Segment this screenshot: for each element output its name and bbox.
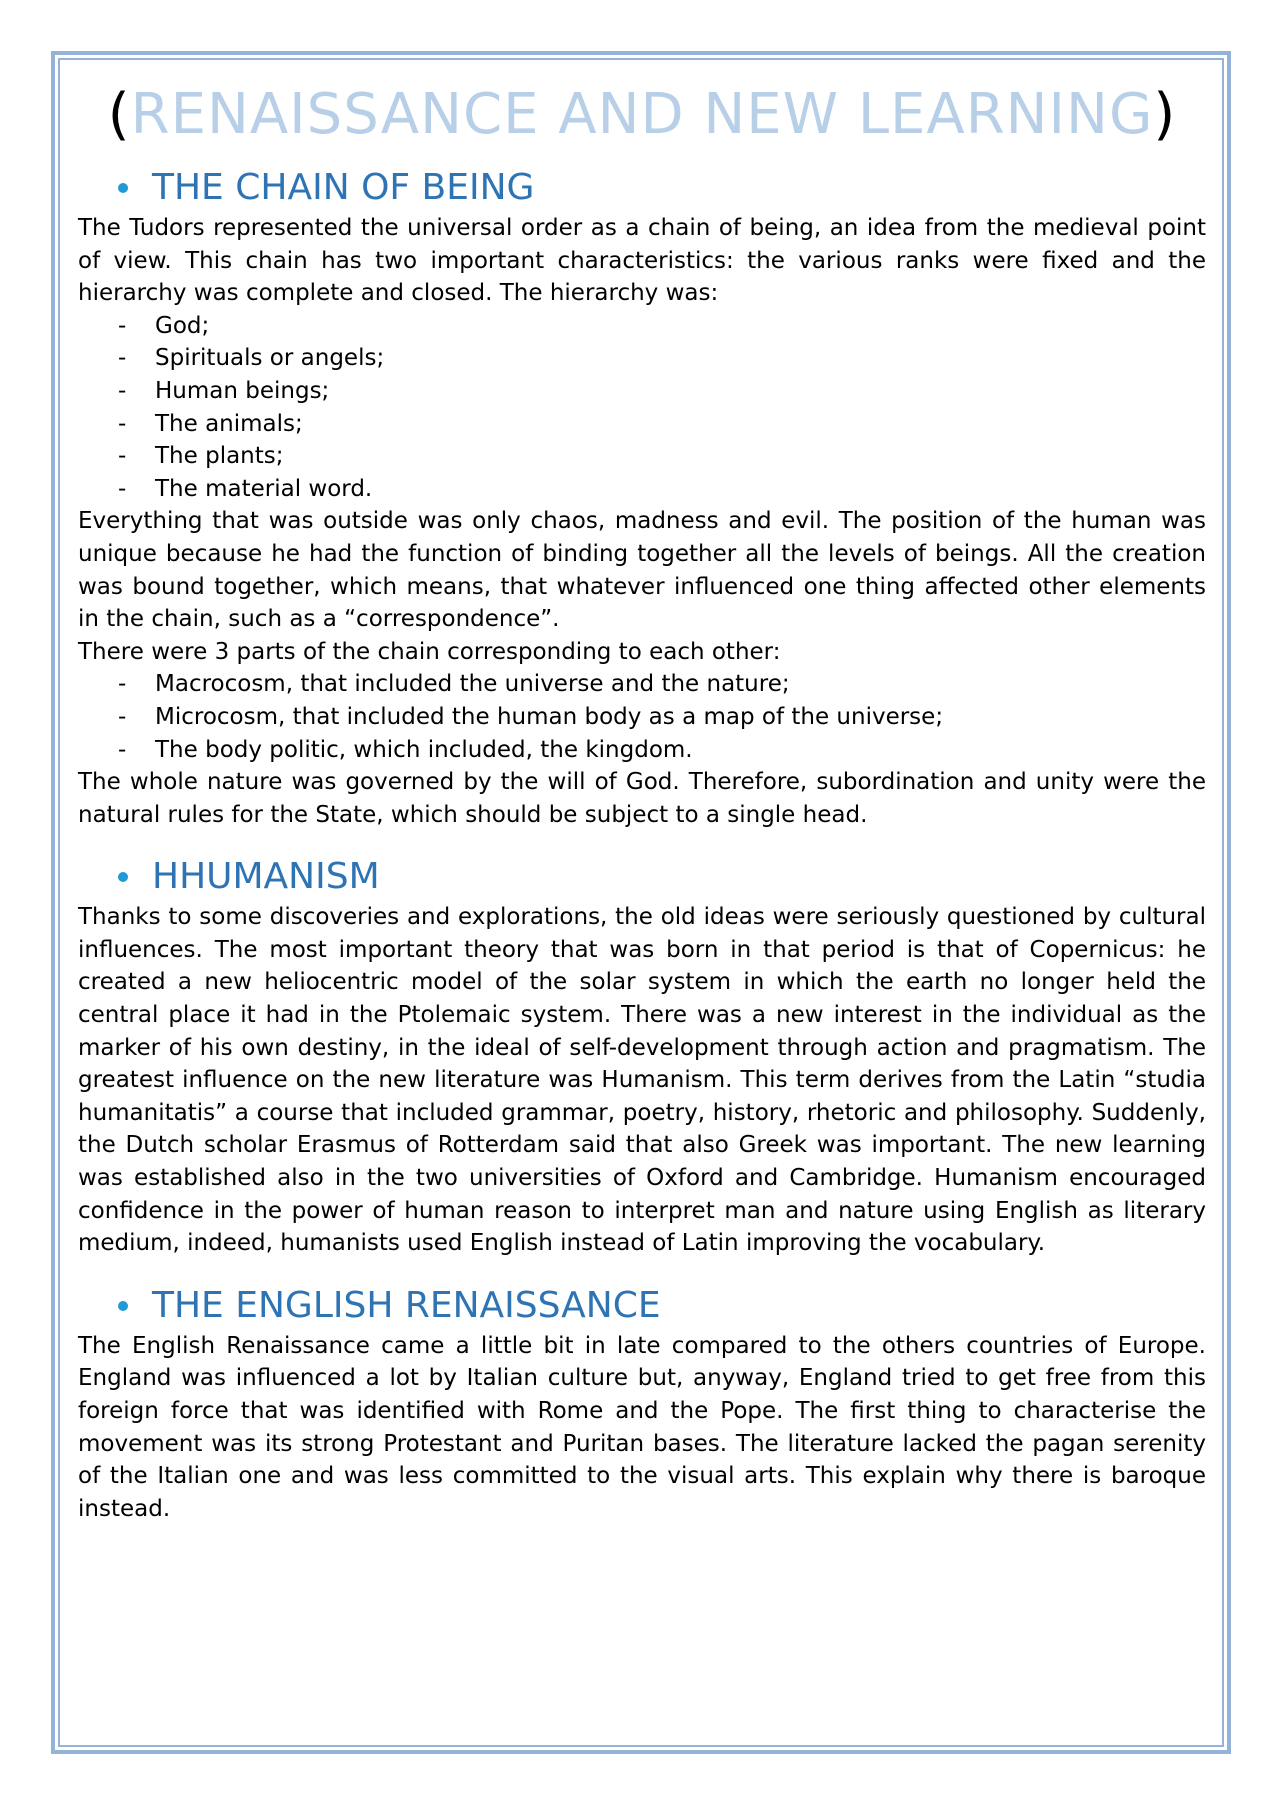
paragraph: The whole nature was governed by the will of God. Therefore, subordination and unity were the natural rules for the State, which should be subject to a single head. — [78, 769, 1206, 828]
paragraph: The Tudors represented the universal order as a chain of being, an idea from the medieval point of view. This chain has two important characteristics: the various ranks were fixed and the hierarchy was complete and closed. The hierarchy was: — [78, 215, 1206, 307]
list-item: - The body politic, which included, the kingdom. — [78, 734, 1206, 767]
section-english-renaissance — [78, 1282, 1206, 1526]
bullet-icon — [118, 872, 128, 882]
section-humanism — [78, 853, 1206, 1260]
bullet-icon — [118, 1301, 128, 1311]
dash-icon: - — [118, 410, 127, 437]
dash-icon: - — [118, 703, 127, 730]
document-body — [78, 70, 1206, 1525]
list-item: - Microcosm, that included the human body as a map of the universe; — [78, 701, 1206, 734]
dash-icon: - — [118, 312, 127, 339]
list-item: - God; — [78, 310, 1206, 343]
list-item: - Macrocosm, that included the universe and the nature; — [78, 668, 1206, 701]
paragraph: There were 3 parts of the chain corresponding to each other: — [78, 638, 781, 665]
paragraph: Thanks to some discoveries and explorations, the old ideas were seriously questioned by cultural influences. The most important theory that was born in that period is that of Copernicus: he created a new heliocentric model of the solar system in which the earth no longer held the central place it had in the Ptolemaic system. There was a new interest in the individual as the marker of his own destiny, in the ideal of self-development through action and pragmatism. The greatest influence on the new literature was Humanism. This term derives from the Latin “studia humanitatis” a course that included grammar, poetry, history, rhetoric and philosophy. Suddenly, the Dutch scholar Erasmus of Rotterdam said that also Greek was important. The new learning was established also in the two universities of Oxford and Cambridge. Humanism encouraged confidence in the power of human reason to interpret man and nature using English as literary medium, indeed, humanists used English instead of Latin improving the vocabulary. — [78, 904, 1206, 1257]
dash-icon: - — [118, 345, 127, 372]
paragraph: The English Renaissance came a little bit in late compared to the others countries of Europe. England was influenced a lot by Italian culture but, anyway, England tried to get free from this foreign force that was identified with Rome and the Pope. The first thing to characterise the movement was its strong Protestant and Puritan bases. The literature lacked the pagan serenity of the Italian one and was less committed to the visual arts. This explain why there is baroque instead. — [78, 1332, 1206, 1522]
dash-icon: - — [118, 475, 127, 502]
parts-list — [78, 668, 1206, 766]
title-text: RENAISSANCE AND NEW LEARNING — [130, 82, 1154, 147]
list-item: - Spirituals or angels; — [78, 342, 1206, 375]
list-item: - The plants; — [78, 440, 1206, 473]
heading-text: HHUMANISM — [152, 856, 380, 898]
bullet-icon — [118, 183, 128, 193]
title-close-paren: ) — [1153, 82, 1177, 147]
heading-text: THE ENGLISH RENAISSANCE — [152, 1284, 661, 1326]
section-heading — [78, 164, 1206, 212]
dash-icon: - — [118, 736, 127, 763]
list-item: - The material word. — [78, 473, 1206, 506]
list-item: - Human beings; — [78, 375, 1206, 408]
dash-icon: - — [118, 443, 127, 470]
dash-icon: - — [118, 671, 127, 698]
list-item: - The animals; — [78, 408, 1206, 441]
section-chain-of-being — [78, 164, 1206, 831]
paragraph: Everything that was outside was only chaos, madness and evil. The position of the human was unique because he had the function of binding together all the levels of beings. All the creation was bound together, which means, that whatever influenced one thing affected other elements in the chain, such as a “correspondence”. — [78, 508, 1206, 633]
heading-text: THE CHAIN OF BEING — [152, 167, 535, 208]
section-heading — [78, 1282, 1206, 1330]
page-title — [78, 70, 1206, 160]
hierarchy-list — [78, 310, 1206, 506]
dash-icon: - — [118, 377, 127, 404]
section-heading — [78, 853, 1206, 901]
title-open-paren: ( — [107, 82, 131, 147]
